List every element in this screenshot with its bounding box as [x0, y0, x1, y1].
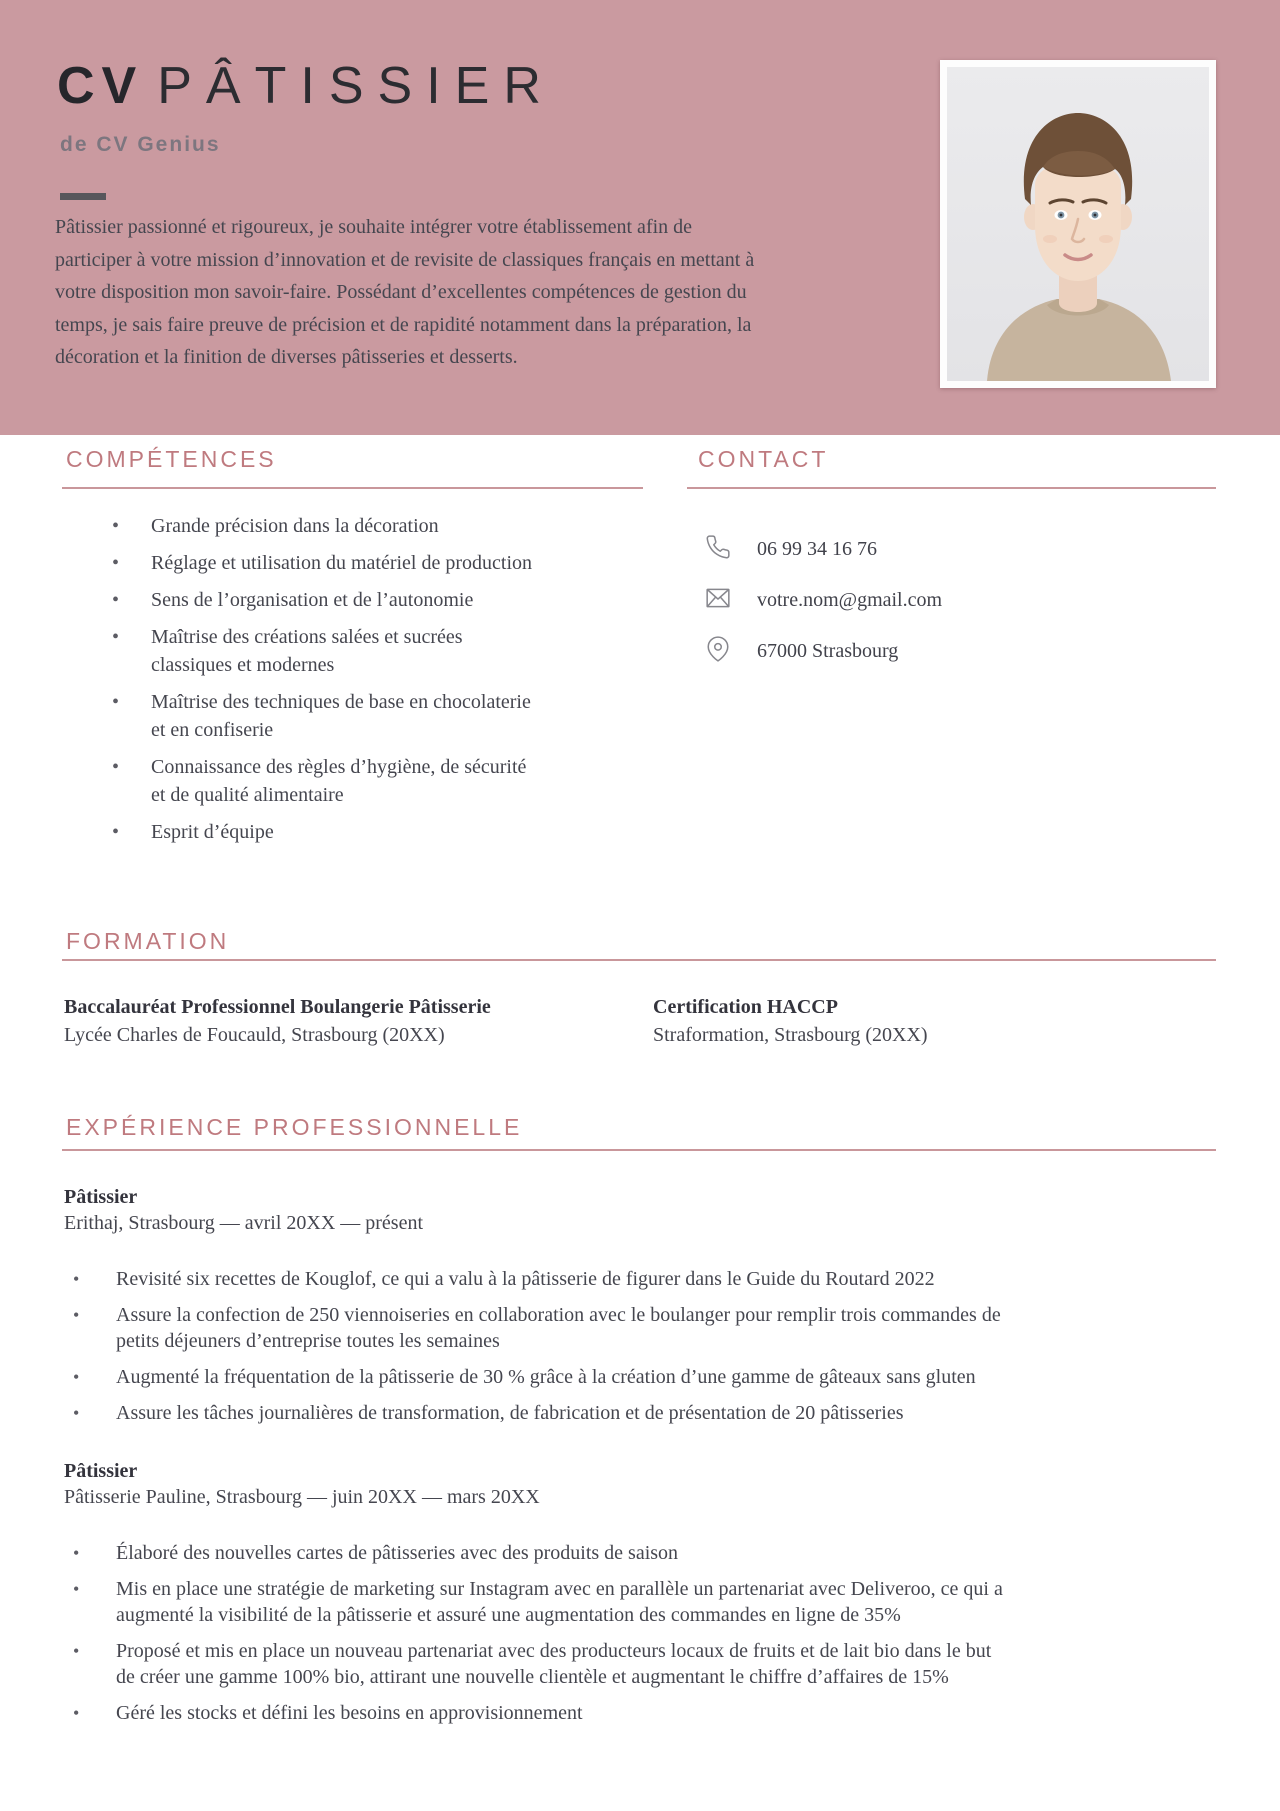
job-title: Pâtissier — [64, 1186, 138, 1208]
phone-icon — [705, 534, 731, 565]
job-header — [64, 1458, 964, 1510]
competence-item: • Connaissance des règles d’hygiène, de sécurité et de qualité alimentaire — [64, 753, 539, 809]
page-title — [57, 58, 555, 114]
rule-competences — [62, 487, 643, 489]
contact-row-address — [705, 638, 942, 664]
contact-row-email — [705, 587, 942, 613]
job-bullet: • Élaboré des nouvelles cartes de pâtisseries avec des produits de saison — [64, 1540, 1006, 1566]
competence-item: • Maîtrise des créations salées et sucrées classiques et modernes — [64, 623, 539, 679]
competences-list — [64, 512, 539, 855]
contact-row-phone — [705, 536, 942, 562]
competence-item: • Grande précision dans la décoration — [64, 512, 539, 540]
job-bullet: • Augmenté la fréquentation de la pâtisserie de 30 % grâce à la création d’une gamme de gâteaux sans gluten — [64, 1364, 1006, 1390]
job-bullet: • Proposé et mis en place un nouveau partenariat avec des producteurs locaux de fruits et de lait bio dans le but de créer une gamme 100% bio, attirant une nouvelle clientèle et augmentant le chiffre d’affaires de 15% — [64, 1638, 1006, 1690]
brand-subtitle: de CV Genius — [60, 133, 221, 156]
address-value: 67000 Strasbourg — [757, 639, 899, 662]
job-bullet: • Mis en place une stratégie de marketing sur Instagram avec en parallèle un partenariat avec Deliveroo, ce qui a augmenté la visibilité de la pâtisserie et assuré une augmentation des commandes en ligne de 35% — [64, 1576, 1006, 1628]
section-heading-formation: FORMATION — [66, 928, 230, 954]
job-bullet: • Revisité six recettes de Kouglof, ce qui a valu à la pâtisserie de figurer dans le Guide du Routard 2022 — [64, 1266, 1006, 1292]
contact-rows — [705, 536, 942, 689]
portrait-illustration — [947, 67, 1209, 381]
formation-entry-detail: Straformation, Strasbourg (20XX) — [653, 1024, 928, 1046]
location-pin-icon — [705, 636, 731, 667]
job-meta: Erithaj, Strasbourg — avril 20XX — présent — [64, 1212, 424, 1234]
competence-item: • Esprit d’équipe — [64, 818, 539, 846]
accent-bar — [60, 193, 106, 200]
job-bullet: • Assure les tâches journalières de transformation, de fabrication et de présentation de 20 pâtisseries — [64, 1400, 1006, 1426]
job-bullet: • Assure la confection de 250 viennoiseries en collaboration avec le boulanger pour remplir trois commandes de petits déjeuners d’entreprise toutes les semaines — [64, 1302, 1006, 1354]
profile-photo — [940, 60, 1216, 388]
formation-entry-title: Certification HACCP — [653, 996, 838, 1018]
job-meta: Pâtisserie Pauline, Strasbourg — juin 20XX — mars 20XX — [64, 1486, 540, 1508]
competence-item: • Maîtrise des techniques de base en chocolaterie et en confiserie — [64, 688, 539, 744]
section-heading-competences: COMPÉTENCES — [66, 446, 277, 472]
email-icon — [705, 585, 731, 616]
email-value: votre.nom@gmail.com — [757, 588, 943, 611]
job-header — [64, 1184, 964, 1236]
job-bullet-list — [64, 1266, 1024, 1436]
intro-text: Pâtissier passionné et rigoureux, je souhaite intégrer votre établissement afin de participer à votre mission d’innovation et de revisite de classiques français en mettant à votre disposition mon savoir-faire. Possédant d’excellentes compétences de gestion du temps, je sais faire preuve de précision et de rapidité notamment dans la préparation, la décoration et la finition de diverses pâtisseries et desserts. — [55, 216, 755, 368]
section-heading-experience: EXPÉRIENCE PROFESSIONNELLE — [66, 1114, 523, 1140]
page-title-light: PÂTISSIER — [157, 57, 555, 115]
job-bullet-list — [64, 1540, 1024, 1736]
job-title: Pâtissier — [64, 1460, 138, 1482]
competence-item: • Sens de l’organisation et de l’autonomie — [64, 586, 539, 614]
formation-entry — [64, 993, 624, 1049]
competence-item: • Réglage et utilisation du matériel de production — [64, 549, 539, 577]
page-title-bold: CV — [57, 57, 144, 115]
rule-formation — [62, 959, 1216, 961]
rule-experience — [62, 1149, 1216, 1151]
rule-contact — [687, 487, 1216, 489]
formation-entry — [653, 993, 1173, 1049]
phone-value: 06 99 34 16 76 — [757, 537, 877, 560]
formation-entry-detail: Lycée Charles de Foucauld, Strasbourg (20XX) — [64, 1024, 445, 1046]
job-bullet: • Géré les stocks et défini les besoins en approvisionnement — [64, 1700, 1006, 1726]
section-heading-contact: CONTACT — [698, 446, 829, 472]
formation-entry-title: Baccalauréat Professionnel Boulangerie Pâtisserie — [64, 996, 491, 1018]
